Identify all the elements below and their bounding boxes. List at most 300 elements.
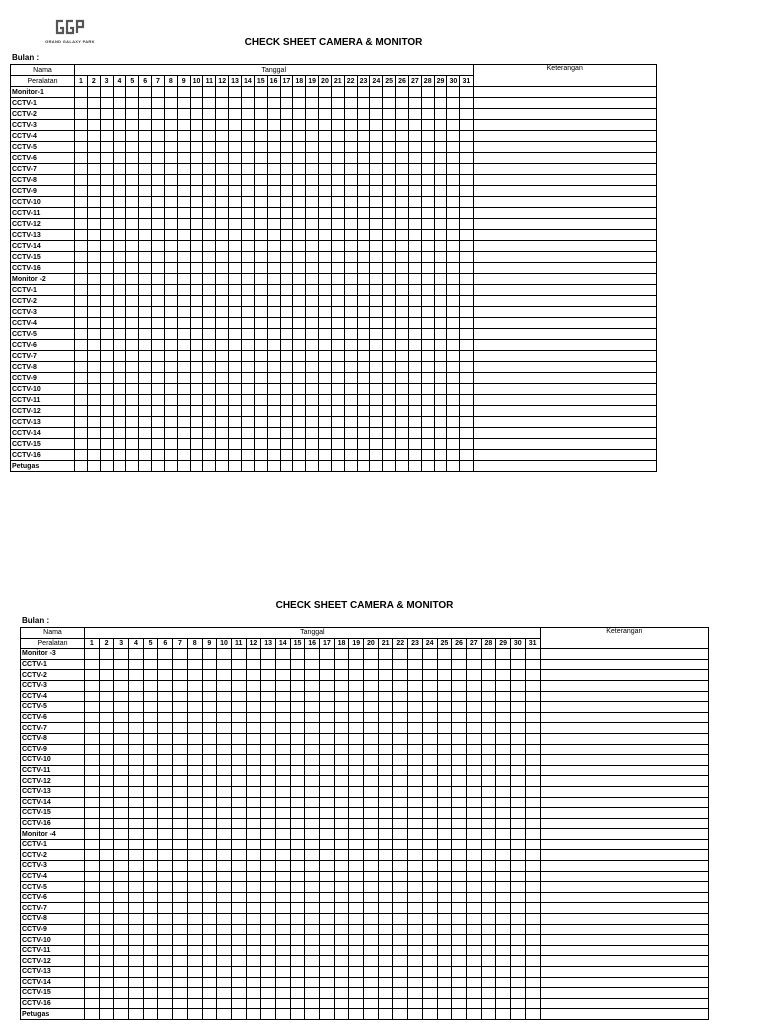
check-cell[interactable] [437, 903, 452, 914]
check-cell[interactable] [85, 945, 100, 956]
check-cell[interactable] [452, 659, 467, 670]
check-cell[interactable] [114, 680, 129, 691]
check-cell[interactable] [126, 296, 139, 307]
check-cell[interactable] [275, 649, 290, 660]
check-cell[interactable] [370, 307, 383, 318]
check-cell[interactable] [293, 197, 306, 208]
check-cell[interactable] [114, 945, 129, 956]
check-cell[interactable] [275, 861, 290, 872]
check-cell[interactable] [434, 461, 447, 472]
check-cell[interactable] [173, 723, 188, 734]
check-cell[interactable] [481, 765, 496, 776]
check-cell[interactable] [496, 808, 511, 819]
check-cell[interactable] [378, 1009, 393, 1020]
check-cell[interactable] [261, 670, 276, 681]
check-cell[interactable] [229, 406, 242, 417]
check-cell[interactable] [319, 131, 332, 142]
check-cell[interactable] [293, 285, 306, 296]
check-cell[interactable] [87, 406, 100, 417]
check-cell[interactable] [202, 829, 217, 840]
check-cell[interactable] [293, 307, 306, 318]
check-cell[interactable] [241, 384, 254, 395]
check-cell[interactable] [344, 186, 357, 197]
check-cell[interactable] [190, 241, 203, 252]
check-cell[interactable] [344, 439, 357, 450]
check-cell[interactable] [383, 252, 396, 263]
check-cell[interactable] [331, 285, 344, 296]
check-cell[interactable] [364, 723, 379, 734]
check-cell[interactable] [229, 263, 242, 274]
check-cell[interactable] [305, 744, 320, 755]
check-cell[interactable] [129, 914, 144, 925]
check-cell[interactable] [203, 142, 216, 153]
check-cell[interactable] [334, 733, 349, 744]
check-cell[interactable] [143, 850, 158, 861]
check-cell[interactable] [217, 702, 232, 713]
check-cell[interactable] [481, 914, 496, 925]
check-cell[interactable] [422, 670, 437, 681]
check-cell[interactable] [408, 439, 421, 450]
check-cell[interactable] [334, 861, 349, 872]
check-cell[interactable] [87, 351, 100, 362]
check-cell[interactable] [357, 461, 370, 472]
check-cell[interactable] [241, 208, 254, 219]
keterangan-cell[interactable] [473, 450, 657, 461]
check-cell[interactable] [177, 175, 190, 186]
check-cell[interactable] [216, 417, 229, 428]
check-cell[interactable] [364, 776, 379, 787]
check-cell[interactable] [99, 861, 114, 872]
check-cell[interactable] [126, 274, 139, 285]
check-cell[interactable] [229, 186, 242, 197]
keterangan-cell[interactable] [540, 723, 708, 734]
keterangan-cell[interactable] [473, 439, 657, 450]
check-cell[interactable] [114, 1009, 129, 1020]
check-cell[interactable] [177, 87, 190, 98]
check-cell[interactable] [290, 839, 305, 850]
check-cell[interactable] [261, 1009, 276, 1020]
check-cell[interactable] [334, 988, 349, 999]
check-cell[interactable] [241, 197, 254, 208]
check-cell[interactable] [246, 818, 261, 829]
keterangan-cell[interactable] [540, 786, 708, 797]
check-cell[interactable] [370, 197, 383, 208]
check-cell[interactable] [254, 219, 267, 230]
check-cell[interactable] [466, 702, 481, 713]
check-cell[interactable] [305, 967, 320, 978]
check-cell[interactable] [217, 935, 232, 946]
check-cell[interactable] [75, 252, 88, 263]
check-cell[interactable] [396, 329, 409, 340]
check-cell[interactable] [319, 197, 332, 208]
check-cell[interactable] [187, 818, 202, 829]
check-cell[interactable] [364, 702, 379, 713]
check-cell[interactable] [99, 924, 114, 935]
check-cell[interactable] [75, 307, 88, 318]
check-cell[interactable] [267, 109, 280, 120]
check-cell[interactable] [152, 329, 165, 340]
check-cell[interactable] [143, 786, 158, 797]
check-cell[interactable] [290, 649, 305, 660]
check-cell[interactable] [525, 935, 540, 946]
check-cell[interactable] [75, 395, 88, 406]
check-cell[interactable] [85, 808, 100, 819]
check-cell[interactable] [173, 755, 188, 766]
check-cell[interactable] [216, 450, 229, 461]
check-cell[interactable] [280, 428, 293, 439]
check-cell[interactable] [203, 307, 216, 318]
check-cell[interactable] [334, 808, 349, 819]
check-cell[interactable] [525, 744, 540, 755]
check-cell[interactable] [246, 892, 261, 903]
check-cell[interactable] [152, 318, 165, 329]
check-cell[interactable] [357, 329, 370, 340]
check-cell[interactable] [114, 924, 129, 935]
check-cell[interactable] [152, 186, 165, 197]
check-cell[interactable] [190, 208, 203, 219]
check-cell[interactable] [275, 808, 290, 819]
check-cell[interactable] [334, 945, 349, 956]
check-cell[interactable] [100, 417, 113, 428]
check-cell[interactable] [280, 461, 293, 472]
check-cell[interactable] [280, 120, 293, 131]
check-cell[interactable] [217, 744, 232, 755]
keterangan-cell[interactable] [473, 241, 657, 252]
check-cell[interactable] [334, 829, 349, 840]
check-cell[interactable] [393, 924, 408, 935]
check-cell[interactable] [229, 351, 242, 362]
check-cell[interactable] [422, 829, 437, 840]
check-cell[interactable] [241, 230, 254, 241]
check-cell[interactable] [187, 945, 202, 956]
check-cell[interactable] [187, 670, 202, 681]
check-cell[interactable] [164, 384, 177, 395]
check-cell[interactable] [421, 120, 434, 131]
check-cell[interactable] [164, 285, 177, 296]
check-cell[interactable] [293, 373, 306, 384]
check-cell[interactable] [396, 417, 409, 428]
check-cell[interactable] [331, 120, 344, 131]
check-cell[interactable] [437, 892, 452, 903]
check-cell[interactable] [349, 839, 364, 850]
check-cell[interactable] [466, 956, 481, 967]
check-cell[interactable] [320, 977, 335, 988]
check-cell[interactable] [139, 417, 152, 428]
check-cell[interactable] [158, 892, 173, 903]
check-cell[interactable] [143, 691, 158, 702]
check-cell[interactable] [344, 406, 357, 417]
check-cell[interactable] [421, 439, 434, 450]
check-cell[interactable] [113, 428, 126, 439]
check-cell[interactable] [305, 765, 320, 776]
check-cell[interactable] [100, 340, 113, 351]
check-cell[interactable] [143, 765, 158, 776]
check-cell[interactable] [344, 230, 357, 241]
check-cell[interactable] [305, 935, 320, 946]
check-cell[interactable] [187, 702, 202, 713]
check-cell[interactable] [177, 351, 190, 362]
check-cell[interactable] [344, 362, 357, 373]
check-cell[interactable] [496, 776, 511, 787]
check-cell[interactable] [87, 428, 100, 439]
check-cell[interactable] [113, 153, 126, 164]
check-cell[interactable] [231, 702, 246, 713]
check-cell[interactable] [422, 914, 437, 925]
check-cell[interactable] [481, 691, 496, 702]
check-cell[interactable] [334, 670, 349, 681]
check-cell[interactable] [408, 406, 421, 417]
check-cell[interactable] [422, 712, 437, 723]
check-cell[interactable] [173, 808, 188, 819]
check-cell[interactable] [267, 263, 280, 274]
check-cell[interactable] [87, 208, 100, 219]
check-cell[interactable] [217, 786, 232, 797]
check-cell[interactable] [152, 373, 165, 384]
check-cell[interactable] [231, 733, 246, 744]
check-cell[interactable] [158, 914, 173, 925]
check-cell[interactable] [349, 723, 364, 734]
check-cell[interactable] [370, 109, 383, 120]
check-cell[interactable] [216, 186, 229, 197]
check-cell[interactable] [525, 765, 540, 776]
check-cell[interactable] [370, 186, 383, 197]
check-cell[interactable] [217, 818, 232, 829]
check-cell[interactable] [261, 649, 276, 660]
check-cell[interactable] [364, 945, 379, 956]
check-cell[interactable] [437, 914, 452, 925]
check-cell[interactable] [114, 786, 129, 797]
check-cell[interactable] [525, 914, 540, 925]
check-cell[interactable] [241, 175, 254, 186]
check-cell[interactable] [85, 839, 100, 850]
check-cell[interactable] [87, 197, 100, 208]
check-cell[interactable] [99, 914, 114, 925]
check-cell[interactable] [320, 882, 335, 893]
check-cell[interactable] [331, 274, 344, 285]
check-cell[interactable] [87, 230, 100, 241]
check-cell[interactable] [254, 131, 267, 142]
check-cell[interactable] [344, 252, 357, 263]
check-cell[interactable] [437, 702, 452, 713]
check-cell[interactable] [87, 307, 100, 318]
check-cell[interactable] [290, 956, 305, 967]
check-cell[interactable] [293, 395, 306, 406]
check-cell[interactable] [203, 461, 216, 472]
check-cell[interactable] [422, 723, 437, 734]
check-cell[interactable] [422, 882, 437, 893]
check-cell[interactable] [203, 153, 216, 164]
check-cell[interactable] [231, 967, 246, 978]
check-cell[interactable] [319, 263, 332, 274]
check-cell[interactable] [349, 924, 364, 935]
check-cell[interactable] [75, 285, 88, 296]
check-cell[interactable] [231, 839, 246, 850]
check-cell[interactable] [370, 153, 383, 164]
check-cell[interactable] [383, 395, 396, 406]
check-cell[interactable] [320, 680, 335, 691]
check-cell[interactable] [320, 988, 335, 999]
check-cell[interactable] [190, 263, 203, 274]
check-cell[interactable] [481, 892, 496, 903]
check-cell[interactable] [143, 733, 158, 744]
check-cell[interactable] [344, 340, 357, 351]
check-cell[interactable] [164, 362, 177, 373]
check-cell[interactable] [452, 988, 467, 999]
check-cell[interactable] [190, 296, 203, 307]
check-cell[interactable] [87, 450, 100, 461]
check-cell[interactable] [344, 164, 357, 175]
check-cell[interactable] [177, 186, 190, 197]
check-cell[interactable] [217, 988, 232, 999]
check-cell[interactable] [113, 296, 126, 307]
check-cell[interactable] [460, 241, 473, 252]
check-cell[interactable] [100, 318, 113, 329]
check-cell[interactable] [393, 670, 408, 681]
check-cell[interactable] [280, 142, 293, 153]
check-cell[interactable] [466, 945, 481, 956]
check-cell[interactable] [437, 935, 452, 946]
check-cell[interactable] [126, 197, 139, 208]
check-cell[interactable] [152, 153, 165, 164]
check-cell[interactable] [408, 296, 421, 307]
check-cell[interactable] [466, 659, 481, 670]
check-cell[interactable] [290, 945, 305, 956]
check-cell[interactable] [241, 340, 254, 351]
check-cell[interactable] [437, 691, 452, 702]
check-cell[interactable] [177, 230, 190, 241]
check-cell[interactable] [320, 1009, 335, 1020]
check-cell[interactable] [241, 120, 254, 131]
check-cell[interactable] [447, 109, 460, 120]
check-cell[interactable] [378, 712, 393, 723]
check-cell[interactable] [202, 839, 217, 850]
check-cell[interactable] [408, 712, 423, 723]
check-cell[interactable] [306, 285, 319, 296]
keterangan-cell[interactable] [540, 892, 708, 903]
check-cell[interactable] [349, 892, 364, 903]
check-cell[interactable] [331, 450, 344, 461]
check-cell[interactable] [114, 956, 129, 967]
check-cell[interactable] [447, 274, 460, 285]
check-cell[interactable] [216, 373, 229, 384]
check-cell[interactable] [113, 219, 126, 230]
check-cell[interactable] [267, 329, 280, 340]
check-cell[interactable] [152, 395, 165, 406]
check-cell[interactable] [290, 723, 305, 734]
check-cell[interactable] [466, 808, 481, 819]
check-cell[interactable] [190, 120, 203, 131]
check-cell[interactable] [202, 945, 217, 956]
check-cell[interactable] [85, 914, 100, 925]
keterangan-cell[interactable] [540, 924, 708, 935]
check-cell[interactable] [510, 903, 525, 914]
check-cell[interactable] [510, 702, 525, 713]
check-cell[interactable] [280, 439, 293, 450]
check-cell[interactable] [152, 406, 165, 417]
check-cell[interactable] [396, 351, 409, 362]
check-cell[interactable] [434, 274, 447, 285]
check-cell[interactable] [466, 776, 481, 787]
keterangan-cell[interactable] [473, 318, 657, 329]
check-cell[interactable] [290, 818, 305, 829]
check-cell[interactable] [421, 406, 434, 417]
check-cell[interactable] [393, 723, 408, 734]
check-cell[interactable] [177, 296, 190, 307]
check-cell[interactable] [452, 670, 467, 681]
check-cell[interactable] [217, 691, 232, 702]
check-cell[interactable] [452, 850, 467, 861]
check-cell[interactable] [306, 131, 319, 142]
check-cell[interactable] [349, 733, 364, 744]
check-cell[interactable] [434, 263, 447, 274]
check-cell[interactable] [466, 691, 481, 702]
check-cell[interactable] [75, 120, 88, 131]
check-cell[interactable] [113, 384, 126, 395]
check-cell[interactable] [437, 808, 452, 819]
check-cell[interactable] [434, 296, 447, 307]
check-cell[interactable] [100, 384, 113, 395]
check-cell[interactable] [229, 241, 242, 252]
check-cell[interactable] [306, 252, 319, 263]
check-cell[interactable] [280, 263, 293, 274]
check-cell[interactable] [202, 967, 217, 978]
check-cell[interactable] [422, 850, 437, 861]
check-cell[interactable] [275, 892, 290, 903]
keterangan-cell[interactable] [540, 808, 708, 819]
check-cell[interactable] [421, 428, 434, 439]
check-cell[interactable] [452, 935, 467, 946]
check-cell[interactable] [100, 87, 113, 98]
check-cell[interactable] [396, 197, 409, 208]
check-cell[interactable] [344, 219, 357, 230]
check-cell[interactable] [510, 914, 525, 925]
check-cell[interactable] [164, 373, 177, 384]
check-cell[interactable] [190, 329, 203, 340]
check-cell[interactable] [460, 219, 473, 230]
check-cell[interactable] [408, 850, 423, 861]
check-cell[interactable] [447, 439, 460, 450]
check-cell[interactable] [447, 318, 460, 329]
check-cell[interactable] [187, 829, 202, 840]
check-cell[interactable] [203, 197, 216, 208]
check-cell[interactable] [319, 164, 332, 175]
check-cell[interactable] [99, 680, 114, 691]
check-cell[interactable] [460, 285, 473, 296]
check-cell[interactable] [187, 649, 202, 660]
check-cell[interactable] [158, 988, 173, 999]
check-cell[interactable] [320, 903, 335, 914]
check-cell[interactable] [496, 861, 511, 872]
check-cell[interactable] [364, 680, 379, 691]
check-cell[interactable] [331, 417, 344, 428]
check-cell[interactable] [261, 861, 276, 872]
check-cell[interactable] [280, 230, 293, 241]
check-cell[interactable] [100, 395, 113, 406]
check-cell[interactable] [320, 871, 335, 882]
check-cell[interactable] [290, 892, 305, 903]
check-cell[interactable] [305, 861, 320, 872]
check-cell[interactable] [357, 296, 370, 307]
check-cell[interactable] [383, 384, 396, 395]
check-cell[interactable] [177, 384, 190, 395]
check-cell[interactable] [306, 219, 319, 230]
check-cell[interactable] [383, 153, 396, 164]
check-cell[interactable] [164, 98, 177, 109]
check-cell[interactable] [173, 945, 188, 956]
check-cell[interactable] [525, 850, 540, 861]
check-cell[interactable] [334, 1009, 349, 1020]
keterangan-cell[interactable] [473, 384, 657, 395]
